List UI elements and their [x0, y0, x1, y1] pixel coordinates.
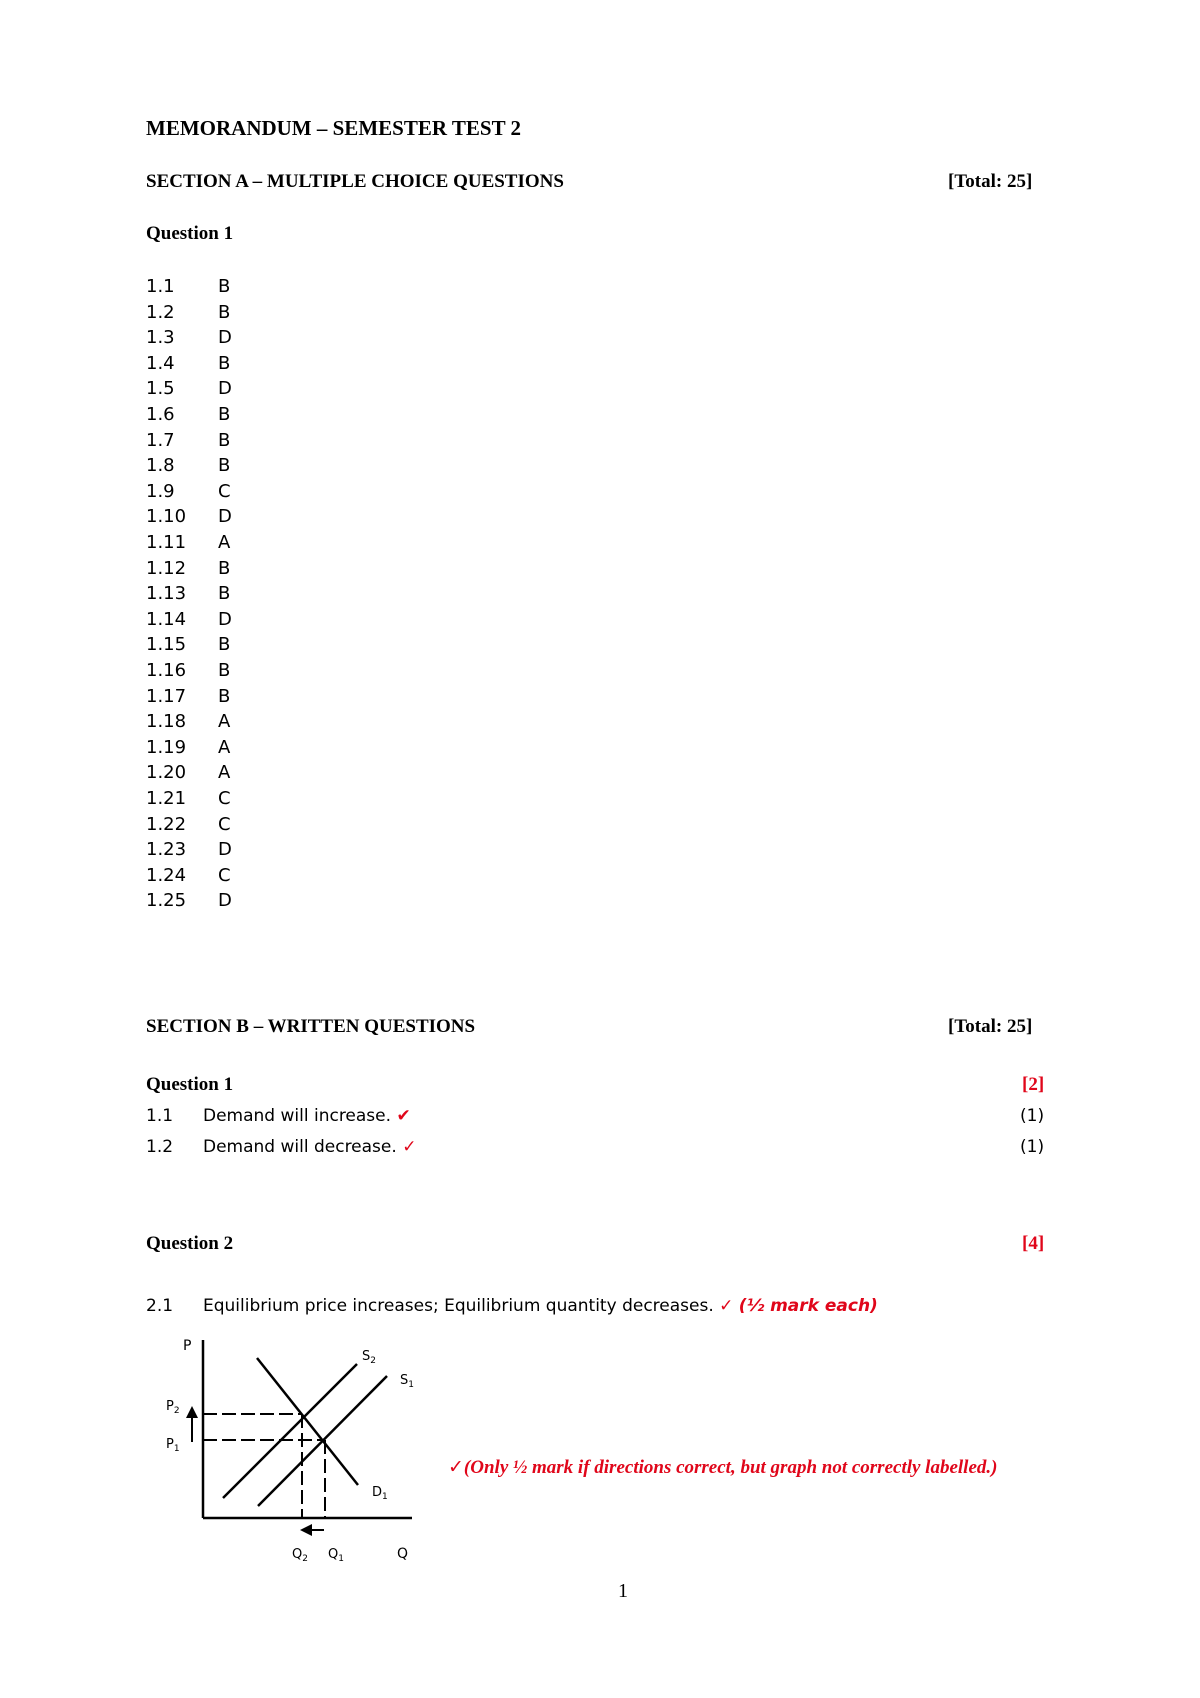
label-s2: $S_2$ [362, 1349, 376, 1366]
arrow-up-icon [186, 1406, 198, 1418]
q1-item-2-text: Demand will decrease. [203, 1137, 397, 1157]
mcq-answer-letter: B [218, 660, 231, 681]
q2-item-text: Equilibrium price increases; Equilibrium quantity decreases. [203, 1296, 714, 1316]
mcq-question-number: 1.9 [146, 480, 175, 502]
mcq-question-number: 1.18 [146, 711, 187, 733]
mcq-answer-letter: A [218, 762, 231, 784]
section-a-total: [Total: 25] [948, 171, 1033, 192]
mcq-question-number: 1.19 [146, 736, 187, 758]
mcq-question-number: 1.10 [146, 506, 187, 528]
q1-item-1-text: Demand will increase. [203, 1106, 392, 1126]
mcq-question-number: 1.5 [146, 378, 175, 400]
mcq-question-number: 1.3 [146, 327, 175, 349]
mcq-question-number: 1.22 [146, 813, 187, 835]
mcq-answer-letter: C [218, 813, 231, 835]
q1-item-1-mark: (1) [1020, 1106, 1045, 1126]
q1-item-1-answer [203, 1106, 411, 1126]
question-1-label: Question 1 [146, 1074, 234, 1095]
mcq-answer-letter: B [218, 557, 231, 579]
mcq-question-number: 1.6 [146, 404, 175, 425]
q2-item-answer [203, 1296, 878, 1316]
check-icon: ✓ [448, 1456, 464, 1478]
mcq-answer-letter: D [218, 839, 232, 861]
mcq-answer-letter: A [218, 736, 231, 758]
supply-demand-graph [150, 1330, 440, 1570]
mcq-question-number: 1.11 [146, 532, 187, 553]
mcq-question-number: 1.2 [146, 301, 175, 323]
graph-note-text: (Only ½ mark if directions correct, but graph not correctly labelled.) [463, 1457, 998, 1478]
mcq-answer-letter: C [218, 864, 231, 886]
q1-item-2-mark: (1) [1020, 1137, 1045, 1157]
mcq-question-number: 1.23 [146, 839, 187, 861]
mcq-answer-letter: B [218, 352, 231, 374]
label-q2: $Q_2$ [292, 1547, 308, 1564]
q1-item-2-answer [203, 1137, 416, 1157]
mcq-answer-letter: B [218, 685, 231, 707]
arrow-left-icon [300, 1524, 312, 1536]
mcq-answer-letter: D [218, 890, 232, 912]
section-b-total: [Total: 25] [948, 1016, 1033, 1037]
supply-curve-s2 [223, 1364, 357, 1498]
q2-item-note: (½ mark each) [738, 1296, 878, 1316]
mcq-answer-letter: D [218, 608, 232, 630]
mcq-answer-letter: B [218, 276, 231, 297]
axis-label-q: Q [397, 1546, 409, 1562]
q1-item-1-number: 1.1 [146, 1106, 174, 1126]
mcq-answer-letter: A [218, 532, 231, 553]
check-icon: ✓ [402, 1137, 417, 1157]
label-q1: $Q_1$ [328, 1547, 344, 1564]
page-number: 1 [618, 1580, 628, 1602]
question-2-marks: [4] [1022, 1233, 1045, 1254]
mcq-question-number: 1.8 [146, 455, 175, 477]
section-b-heading: SECTION B – WRITTEN QUESTIONS [146, 1016, 476, 1037]
mcq-answer-letter: D [218, 378, 232, 400]
q1-item-2-number: 1.2 [146, 1137, 174, 1157]
mcq-answer-letter: B [218, 583, 231, 605]
mcq-question-number: 1.15 [146, 634, 187, 656]
mcq-answer-letter: C [218, 788, 231, 809]
mcq-answer-letter: B [218, 301, 231, 323]
label-p2: $P_2$ [166, 1399, 180, 1416]
mcq-question-number: 1.21 [146, 788, 187, 809]
mcq-question-number: 1.16 [146, 660, 187, 681]
q2-item-number: 2.1 [146, 1296, 174, 1316]
mcq-question-number: 1.1 [146, 276, 175, 297]
mcq-question-number: 1.20 [146, 762, 187, 784]
mcq-question-number: 1.4 [146, 352, 175, 374]
label-p1: $P_1$ [166, 1437, 180, 1454]
mcq-answer-letter: C [218, 480, 231, 502]
mcq-question-number: 1.24 [146, 864, 187, 886]
axis-label-p: P [183, 1338, 192, 1354]
label-d1: $D_1$ [372, 1485, 388, 1502]
mcq-answer-letter: D [218, 327, 232, 349]
question-2-label: Question 2 [146, 1233, 234, 1254]
section-a-heading: SECTION A – MULTIPLE CHOICE QUESTIONS [146, 171, 564, 192]
check-icon: ✔ [396, 1106, 411, 1126]
mcq-answer-letter: A [218, 711, 231, 733]
mcq-answer-letter: B [218, 429, 231, 451]
mcq-answer-letter: B [218, 455, 231, 477]
mcq-question-number: 1.13 [146, 583, 187, 605]
mcq-answer-letter: D [218, 506, 232, 528]
label-s1: $S_1$ [400, 1373, 414, 1390]
mcq-question-number: 1.17 [146, 685, 187, 707]
graph-marking-note [448, 1456, 997, 1479]
document-title: MEMORANDUM – SEMESTER TEST 2 [146, 116, 521, 140]
mcq-question-number: 1.12 [146, 557, 187, 579]
mcq-answer-letter: B [218, 404, 231, 425]
mcq-question-number: 1.7 [146, 429, 175, 451]
section-a-question-label: Question 1 [146, 223, 234, 244]
mcq-answer-letter: B [218, 634, 231, 656]
question-1-marks: [2] [1022, 1074, 1045, 1095]
mcq-question-number: 1.14 [146, 608, 187, 630]
mcq-question-number: 1.25 [146, 890, 187, 912]
check-icon: ✓ [719, 1296, 734, 1316]
